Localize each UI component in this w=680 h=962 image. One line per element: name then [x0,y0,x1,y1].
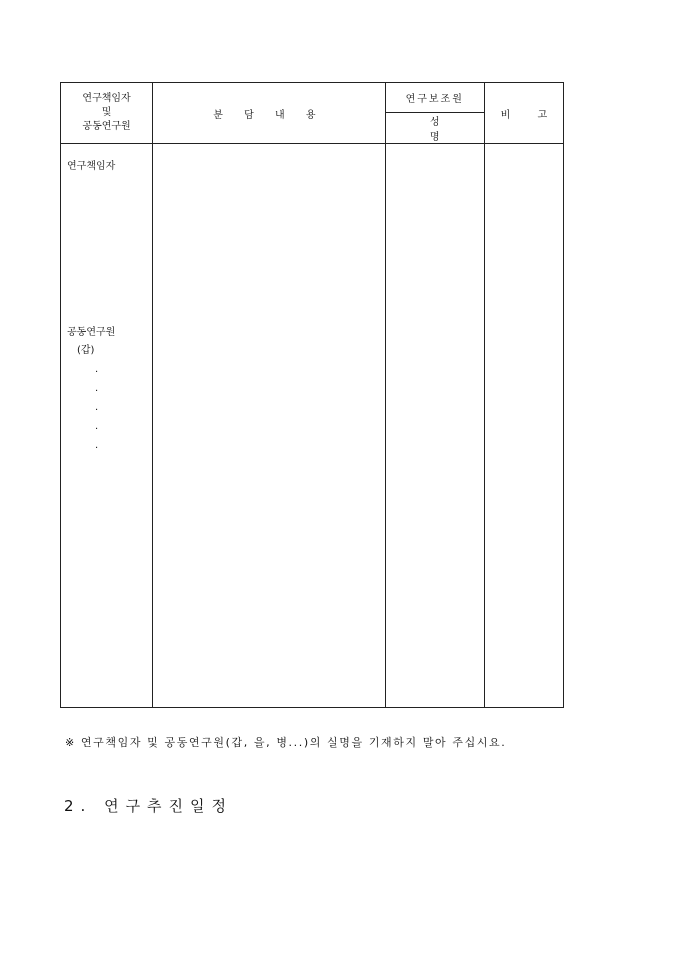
lead-researcher-label: 연구책임자 [67,161,116,172]
header-assistant-cell: 연구보조원 [385,83,484,113]
allocation-table-grid [60,82,564,708]
continuation-dot: . [95,402,99,413]
role-allocation-table [60,82,564,708]
header-role-line2: 및 [101,107,112,118]
body-assistant-name-cell[interactable] [385,144,484,708]
body-task-cell[interactable] [153,144,385,708]
header-remarks-cell: 비 고 [484,83,563,144]
continuation-dot: . [95,440,99,451]
co-researcher-sub-label: (갑) [77,345,95,356]
section-title: 2. 연구추진일정 [64,797,234,815]
header-task-cell: 분 담 내 용 [153,83,385,144]
continuation-dot: . [95,364,99,375]
header-role-line1: 연구책임자 [82,93,131,104]
header-assistant-name-cell: 성 명 [385,113,484,144]
body-remarks-cell[interactable] [484,144,563,708]
anonymity-note: ※ 연구책임자 및 공동연구원(갑, 을, 병...)의 실명을 기재하지 말아 주십시요. [65,736,507,749]
co-researcher-block [67,324,115,455]
header-role-line3: 공동연구원 [82,121,131,132]
co-researcher-label: 공동연구원 [67,327,116,338]
body-role-cell [61,144,153,708]
continuation-dot: . [95,383,99,394]
continuation-dot: . [95,421,99,432]
header-role-cell [61,83,153,144]
